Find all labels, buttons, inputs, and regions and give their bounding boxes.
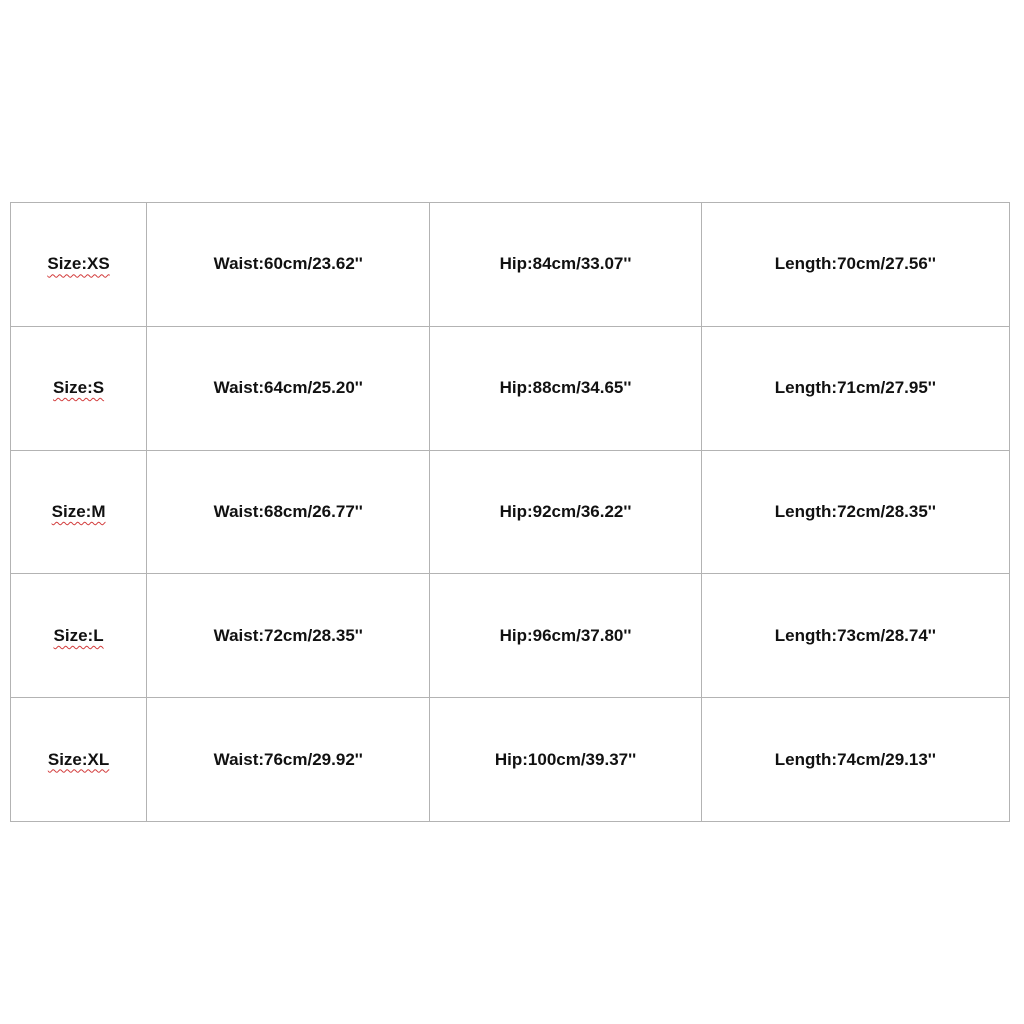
waist-cell: Waist:76cm/29.92'' xyxy=(147,698,430,822)
size-label: Size:S xyxy=(53,378,105,398)
hip-cell: Hip:96cm/37.80'' xyxy=(430,574,701,698)
size-label: Size:XL xyxy=(47,749,110,769)
size-chart-table xyxy=(10,202,1010,822)
hip-cell: Hip:92cm/36.22'' xyxy=(430,450,701,574)
size-cell xyxy=(11,450,147,574)
table-row xyxy=(11,450,1010,574)
size-label: Size:M xyxy=(51,501,106,521)
size-cell xyxy=(11,698,147,822)
hip-cell: Hip:84cm/33.07'' xyxy=(430,203,701,327)
waist-cell: Waist:64cm/25.20'' xyxy=(147,326,430,450)
length-cell: Length:74cm/29.13'' xyxy=(701,698,1009,822)
size-label: Size:XS xyxy=(47,254,110,274)
size-cell xyxy=(11,574,147,698)
hip-cell: Hip:88cm/34.65'' xyxy=(430,326,701,450)
length-cell: Length:72cm/28.35'' xyxy=(701,450,1009,574)
length-cell: Length:73cm/28.74'' xyxy=(701,574,1009,698)
length-cell: Length:71cm/27.95'' xyxy=(701,326,1009,450)
table-row xyxy=(11,326,1010,450)
waist-cell: Waist:68cm/26.77'' xyxy=(147,450,430,574)
length-cell: Length:70cm/27.56'' xyxy=(701,203,1009,327)
waist-cell: Waist:72cm/28.35'' xyxy=(147,574,430,698)
size-label: Size:L xyxy=(53,625,104,645)
size-cell xyxy=(11,203,147,327)
table-row xyxy=(11,574,1010,698)
hip-cell: Hip:100cm/39.37'' xyxy=(430,698,701,822)
waist-cell: Waist:60cm/23.62'' xyxy=(147,203,430,327)
table-row xyxy=(11,698,1010,822)
table-row xyxy=(11,203,1010,327)
size-cell xyxy=(11,326,147,450)
